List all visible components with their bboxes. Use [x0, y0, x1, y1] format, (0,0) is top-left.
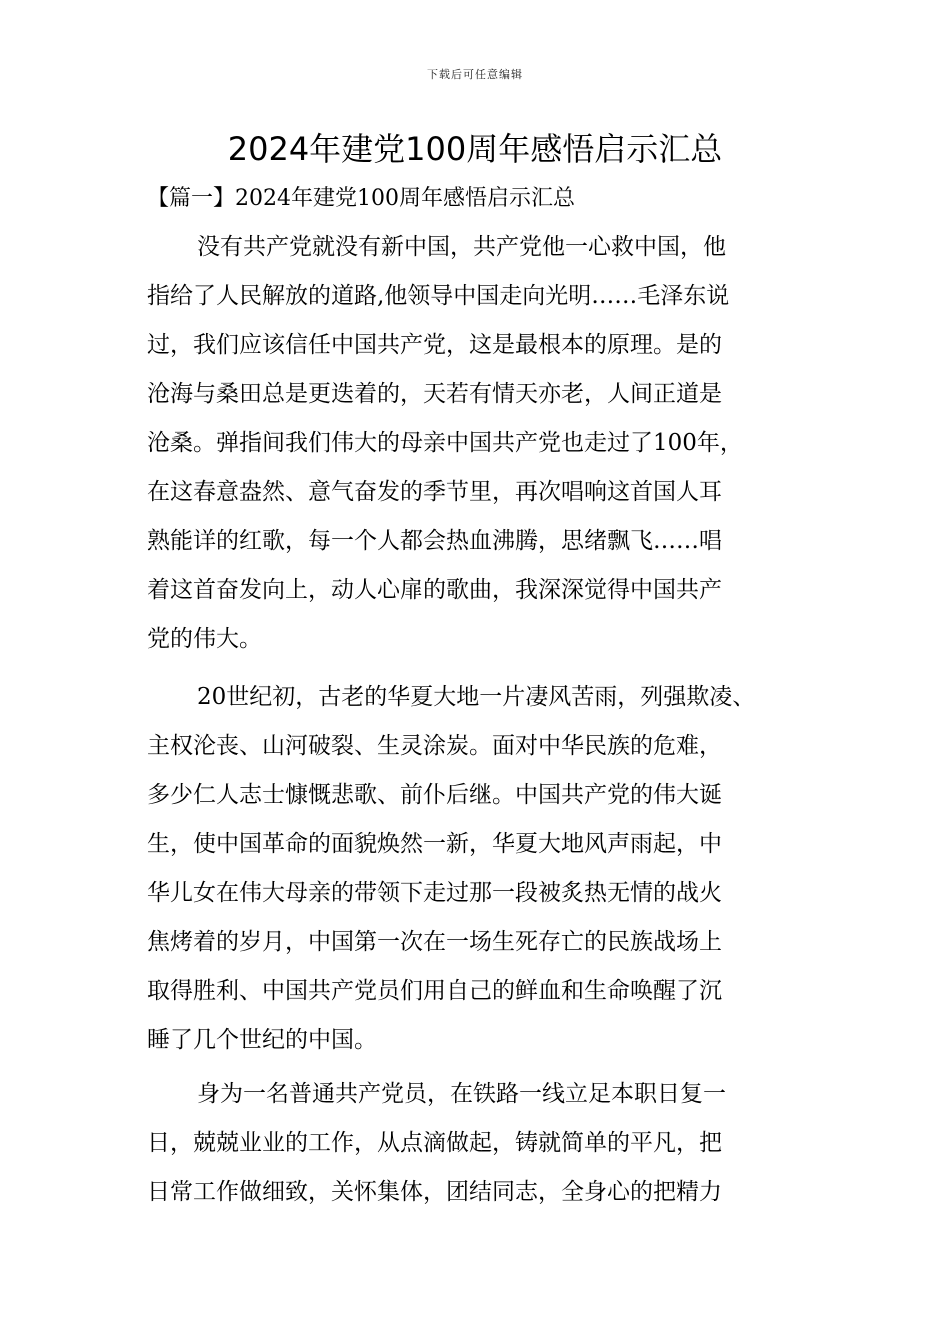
paragraph-line: 没有共产党就没有新中国，共产党他一心救中国，他: [197, 234, 726, 260]
paragraph-line: 主权沦丧、山河破裂、生灵涂炭。面对中华民族的危难，: [147, 733, 722, 759]
paragraph-line: 沧桑。弹指间我们伟大的母亲中国共产党也走过了100年，: [147, 430, 743, 456]
section-heading: 【篇一】2024年建党100周年感悟启示汇总: [147, 186, 575, 211]
paragraph-line: 日常工作做细致，关怀集体，团结同志，全身心的把精力: [147, 1179, 722, 1205]
paragraph-1: [147, 223, 827, 664]
paragraph-3: [147, 1070, 827, 1217]
paragraph-line: 沧海与桑田总是更迭着的，天若有情天亦老，人间正道是: [147, 381, 722, 407]
paragraph-line: 睡了几个世纪的中国。: [147, 1027, 377, 1053]
paragraph-line: 焦烤着的岁月，中国第一次在一场生死存亡的民族战场上: [147, 929, 722, 955]
paragraph-line: 多少仁人志士慷慨悲歌、前仆后继。中国共产党的伟大诞: [147, 782, 722, 808]
paragraph-line: 着这首奋发向上，动人心扉的歌曲，我深深觉得中国共产: [147, 577, 722, 603]
paragraph-2: [147, 673, 827, 1065]
document-title: 2024年建党100周年感悟启示汇总: [227, 130, 723, 168]
paragraph-line: 日，兢兢业业的工作，从点滴做起，铸就简单的平凡，把: [147, 1130, 722, 1156]
paragraph-line: 熟能详的红歌，每一个人都会热血沸腾，思绪飘飞……唱: [147, 528, 722, 554]
header-note: 下载后可任意编辑: [427, 68, 523, 81]
paragraph-line: 在这春意盎然、意气奋发的季节里，再次唱响这首国人耳: [147, 479, 722, 505]
paragraph-line: 生，使中国革命的面貌焕然一新，华夏大地风声雨起，中: [147, 831, 722, 857]
paragraph-line: 党的伟大。: [147, 626, 262, 652]
paragraph-line: 身为一名普通共产党员，在铁路一线立足本职日复一: [197, 1081, 726, 1107]
paragraph-line: 华儿女在伟大母亲的带领下走过那一段被炙热无情的战火: [147, 880, 722, 906]
paragraph-line: 取得胜利、中国共产党员们用自己的鲜血和生命唤醒了沉: [147, 978, 722, 1004]
paragraph-line: 指给了人民解放的道路,他领导中国走向光明……毛泽东说: [147, 283, 730, 309]
paragraph-line: 20世纪初，古老的华夏大地一片凄风苦雨，列强欺凌、: [197, 684, 756, 710]
paragraph-line: 过，我们应该信任中国共产党，这是最根本的原理。是的: [147, 332, 722, 358]
